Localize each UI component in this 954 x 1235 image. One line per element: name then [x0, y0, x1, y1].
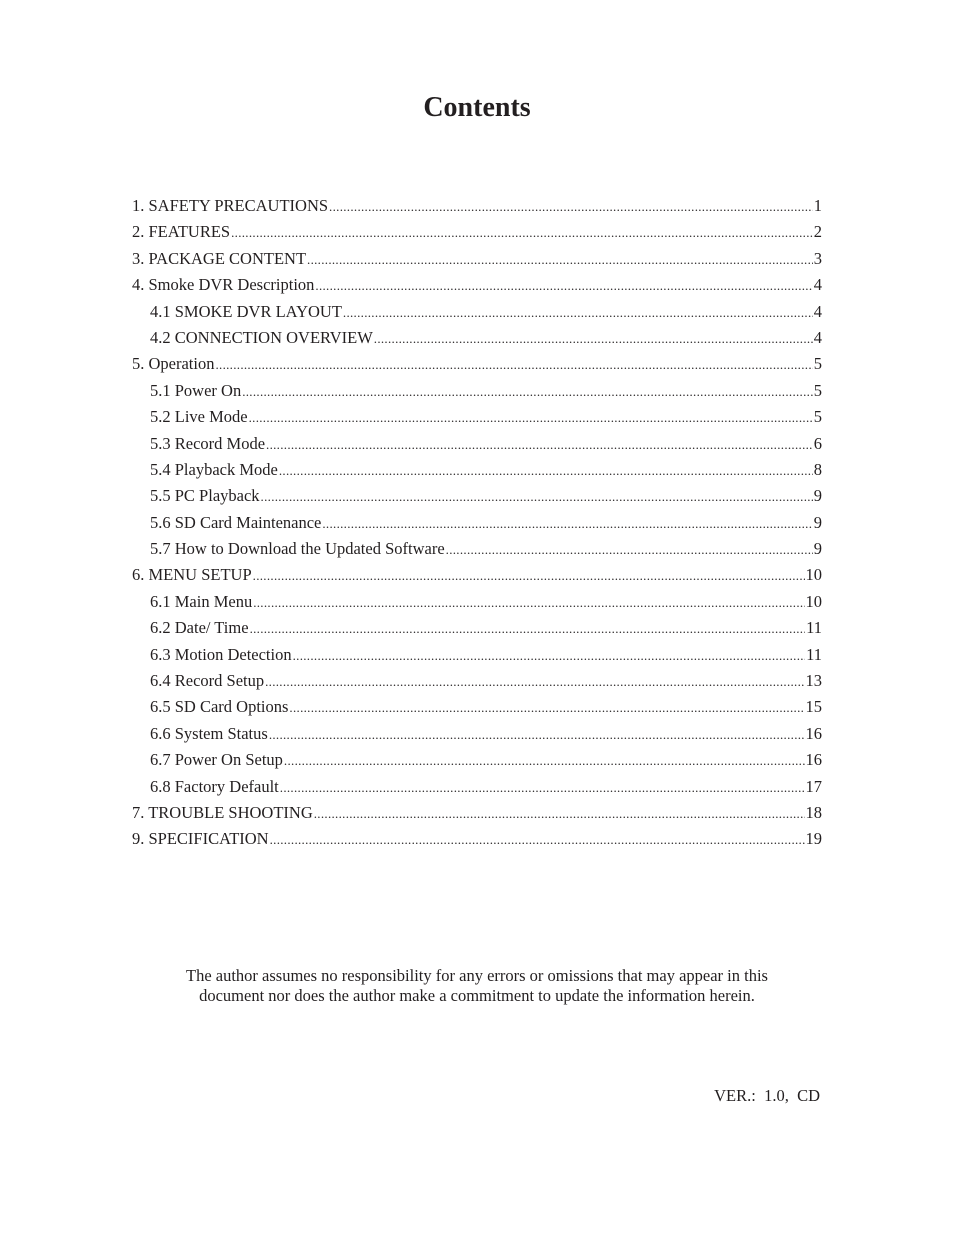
toc-dot-leader — [270, 827, 805, 853]
version-label: VER.: 1.0, CD — [714, 1086, 820, 1105]
toc-entry[interactable] — [132, 510, 822, 536]
toc-dot-leader — [280, 775, 805, 801]
toc-entry-label: 5.4 Playback Mode — [150, 459, 278, 479]
toc-entry-page-number: 10 — [805, 591, 822, 611]
toc-entry[interactable] — [132, 272, 822, 298]
toc-dot-leader — [314, 801, 805, 827]
toc-entry[interactable] — [132, 431, 822, 457]
toc-entry-label: 6.1 Main Menu — [150, 591, 253, 611]
toc-entry[interactable] — [132, 536, 822, 562]
toc-entry-label: 2. FEATURES — [132, 222, 231, 242]
toc-entry-page-number: 11 — [806, 618, 822, 638]
toc-dot-leader — [253, 590, 804, 616]
toc-entry[interactable] — [132, 299, 822, 325]
toc-entry[interactable] — [132, 800, 822, 826]
toc-entry[interactable] — [132, 457, 822, 483]
toc-entry-page-number: 9 — [813, 512, 822, 532]
toc-entry[interactable] — [132, 747, 822, 773]
toc-entry-page-number: 6 — [813, 433, 822, 453]
toc-entry-page-number: 19 — [805, 829, 822, 849]
toc-dot-leader — [289, 695, 804, 721]
toc-entry-label: 4.1 SMOKE DVR LAYOUT — [150, 301, 342, 321]
toc-entry-label: 5.5 PC Playback — [150, 486, 260, 506]
toc-entry-label: 6.7 Power On Setup — [150, 750, 283, 770]
toc-dot-leader — [249, 405, 813, 431]
toc-entry-page-number: 5 — [813, 354, 822, 374]
toc-entry-label: 6.4 Record Setup — [150, 671, 265, 691]
toc-entry-page-number: 9 — [813, 539, 822, 559]
toc-entry-page-number: 10 — [805, 565, 822, 585]
toc-entry[interactable] — [132, 668, 822, 694]
table-of-contents — [132, 193, 822, 853]
toc-entry-label: 4.2 CONNECTION OVERVIEW — [150, 327, 373, 347]
toc-entry-label: 5.3 Record Mode — [150, 433, 266, 453]
toc-entry-label: 5.2 Live Mode — [150, 407, 248, 427]
toc-dot-leader — [261, 484, 813, 510]
toc-entry-label: 3. PACKAGE CONTENT — [132, 248, 307, 268]
toc-dot-leader — [343, 300, 813, 326]
toc-entry-page-number: 4 — [813, 275, 822, 295]
toc-dot-leader — [231, 220, 813, 246]
toc-entry-page-number: 2 — [813, 222, 822, 242]
toc-entry-page-number: 18 — [805, 802, 822, 822]
toc-entry[interactable] — [132, 246, 822, 272]
toc-dot-leader — [215, 352, 812, 378]
toc-entry[interactable] — [132, 219, 822, 245]
toc-entry-label: 5. Operation — [132, 354, 215, 374]
toc-entry-page-number: 17 — [805, 776, 822, 796]
toc-dot-leader — [269, 722, 805, 748]
toc-dot-leader — [253, 563, 805, 589]
toc-entry-page-number: 1 — [813, 196, 822, 215]
toc-entry[interactable] — [132, 694, 822, 720]
toc-entry[interactable] — [132, 193, 822, 219]
toc-entry-page-number: 11 — [806, 644, 822, 664]
toc-entry-label: 6.3 Motion Detection — [150, 644, 292, 664]
toc-dot-leader — [250, 616, 806, 642]
toc-entry-page-number: 5 — [813, 380, 822, 400]
toc-entry[interactable] — [132, 589, 822, 615]
toc-entry[interactable] — [132, 615, 822, 641]
toc-dot-leader — [293, 643, 806, 669]
toc-entry-page-number: 13 — [805, 671, 822, 691]
toc-entry-page-number: 5 — [813, 407, 822, 427]
toc-entry-label: 4. Smoke DVR Description — [132, 275, 315, 295]
toc-entry[interactable] — [132, 562, 822, 588]
toc-entry[interactable] — [132, 378, 822, 404]
toc-entry-page-number: 9 — [813, 486, 822, 506]
toc-entry-label: 6.2 Date/ Time — [150, 618, 249, 638]
disclaimer-line-1: The author assumes no responsibility for any errors or omissions that may appear in this — [186, 966, 768, 985]
toc-entry[interactable] — [132, 826, 822, 852]
toc-entry-label: 7. TROUBLE SHOOTING — [132, 802, 313, 822]
toc-entry-page-number: 16 — [805, 723, 822, 743]
toc-entry-label: 6.6 System Status — [150, 723, 268, 743]
toc-dot-leader — [279, 458, 813, 484]
toc-entry-page-number: 15 — [805, 697, 822, 717]
toc-entry-label: 6. MENU SETUP — [132, 565, 252, 585]
toc-entry[interactable] — [132, 483, 822, 509]
toc-dot-leader — [266, 432, 813, 458]
toc-dot-leader — [329, 194, 813, 220]
toc-entry-page-number: 4 — [813, 301, 822, 321]
disclaimer-line-2: document nor does the author make a commitment to update the information herein. — [199, 986, 755, 1005]
toc-entry-page-number: 8 — [813, 459, 822, 479]
toc-entry[interactable] — [132, 721, 822, 747]
toc-dot-leader — [242, 379, 813, 405]
disclaimer — [0, 966, 954, 1006]
toc-entry-label: 9. SPECIFICATION — [132, 829, 269, 849]
toc-dot-leader — [374, 326, 813, 352]
toc-entry-label: 5.6 SD Card Maintenance — [150, 512, 322, 532]
toc-dot-leader — [446, 537, 813, 563]
toc-entry-label: 1. SAFETY PRECAUTIONS — [132, 196, 329, 215]
toc-entry-label: 5.7 How to Download the Updated Software — [150, 539, 445, 559]
page-title: Contents — [423, 92, 531, 123]
toc-entry-page-number: 3 — [813, 248, 822, 268]
toc-entry-label: 6.5 SD Card Options — [150, 697, 289, 717]
toc-dot-leader — [322, 511, 812, 537]
toc-entry-label: 5.1 Power On — [150, 380, 242, 400]
toc-entry[interactable] — [132, 774, 822, 800]
toc-entry[interactable] — [132, 351, 822, 377]
toc-dot-leader — [265, 669, 804, 695]
toc-dot-leader — [284, 748, 805, 774]
toc-entry-page-number: 16 — [805, 750, 822, 770]
toc-entry-page-number: 4 — [813, 327, 822, 347]
toc-entry-label: 6.8 Factory Default — [150, 776, 279, 796]
toc-entry[interactable] — [132, 404, 822, 430]
toc-entry[interactable] — [132, 642, 822, 668]
toc-dot-leader — [307, 247, 813, 273]
toc-dot-leader — [315, 273, 812, 299]
toc-entry[interactable] — [132, 325, 822, 351]
